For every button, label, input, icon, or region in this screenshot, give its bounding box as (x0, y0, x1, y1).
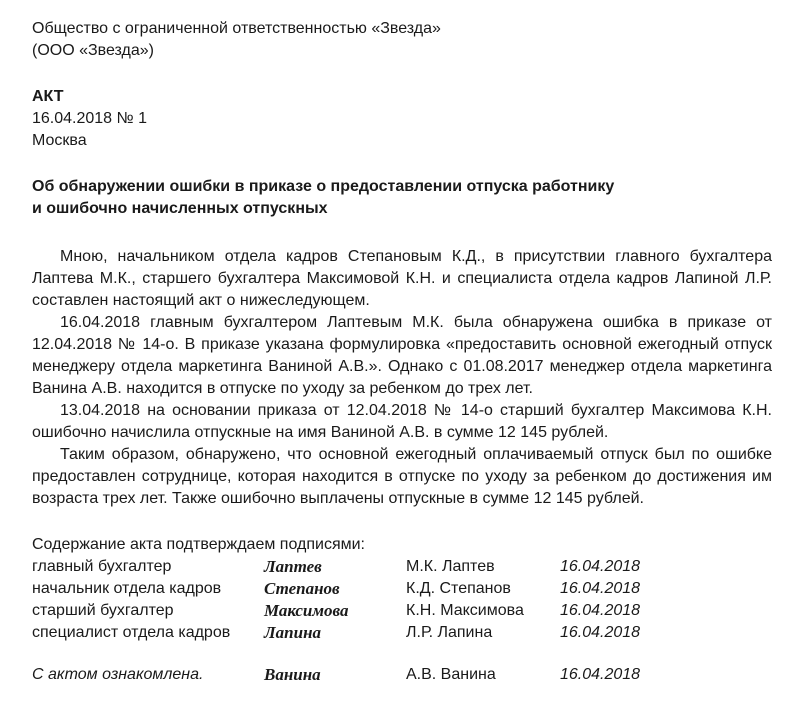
signatures-table (32, 556, 772, 644)
handwritten-signature: Лапина (264, 623, 322, 642)
handwritten-signature: Лаптев (264, 557, 322, 576)
signer-name: Л.Р. Лапина (406, 624, 493, 641)
body-paragraph: 13.04.2018 на основании приказа от 12.04.2018 № 14-о старший бухгалтер Максимова К.Н. ошибочно начислила отпускные на имя Ваниной А.В. в сумме 12 145 рублей. (32, 402, 772, 441)
handwritten-signature: Ванина (264, 665, 321, 684)
signature-row (32, 556, 772, 578)
acknowledgement-label: С актом ознакомлена. (32, 666, 204, 683)
acknowledgement-date: 16.04.2018 (560, 666, 641, 683)
body-paragraph: Мною, начальником отдела кадров Степановым К.Д., в присутствии главного бухгалтера Лаптева М.К., старшего бухгалтера Максимовой К.Н. и специалиста отдела кадров Лапиной Л.Р. составлен настоящий акт о нижеследующем. (32, 248, 772, 309)
signature-date: 16.04.2018 (560, 602, 641, 619)
signature-date: 16.04.2018 (560, 624, 641, 641)
signature-row (32, 600, 772, 622)
organization-short-name: (ООО «Звезда») (32, 42, 154, 59)
signature-date: 16.04.2018 (560, 558, 641, 575)
document-city: Москва (32, 132, 87, 149)
acknowledgement-row (32, 664, 772, 686)
document-page (32, 18, 772, 686)
signer-position: старший бухгалтер (32, 602, 174, 619)
handwritten-signature: Степанов (264, 579, 340, 598)
acknowledger-name: А.В. Ванина (406, 666, 496, 683)
organization-full-name: Общество с ограниченной ответственностью «Звезда» (32, 20, 441, 37)
document-title-line-2: и ошибочно начисленных отпускных (32, 200, 328, 217)
handwritten-signature: Максимова (264, 601, 349, 620)
signature-row (32, 578, 772, 600)
signer-name: К.Н. Максимова (406, 602, 524, 619)
signer-position: начальник отдела кадров (32, 580, 222, 597)
document-type: АКТ (32, 88, 64, 105)
body-paragraph: Таким образом, обнаружено, что основной ежегодный оплачиваемый отпуск был по ошибке предоставлен сотруднице, которая находится в отпуске по уходу за ребенком до достижения им возраста трех лет. Также ошибочно выплачены отпускные в сумме 12 145 рублей. (32, 446, 772, 507)
document-title-line-1: Об обнаружении ошибки в приказе о предоставлении отпуска работнику (32, 178, 615, 195)
signature-row (32, 622, 772, 644)
act-body (32, 246, 772, 510)
signatures-intro: Содержание акта подтверждаем подписями: (32, 536, 365, 553)
signature-date: 16.04.2018 (560, 580, 641, 597)
body-paragraph: 16.04.2018 главным бухгалтером Лаптевым М.К. была обнаружена ошибка в приказе от 12.04.2018 № 14-о. В приказе указана формулировка «предоставить основной ежегодный отпуск менеджеру отдела маркетинга Ваниной А.В.». Однако с 01.08.2017 менеджер отдела маркетинга Ванина А.В. находится в отпуске по уходу за ребенком до трех лет. (32, 314, 772, 397)
document-date-number: 16.04.2018 № 1 (32, 110, 148, 127)
signer-position: главный бухгалтер (32, 558, 172, 575)
signer-name: К.Д. Степанов (406, 580, 511, 597)
signer-position: специалист отдела кадров (32, 624, 231, 641)
signer-name: М.К. Лаптев (406, 558, 495, 575)
